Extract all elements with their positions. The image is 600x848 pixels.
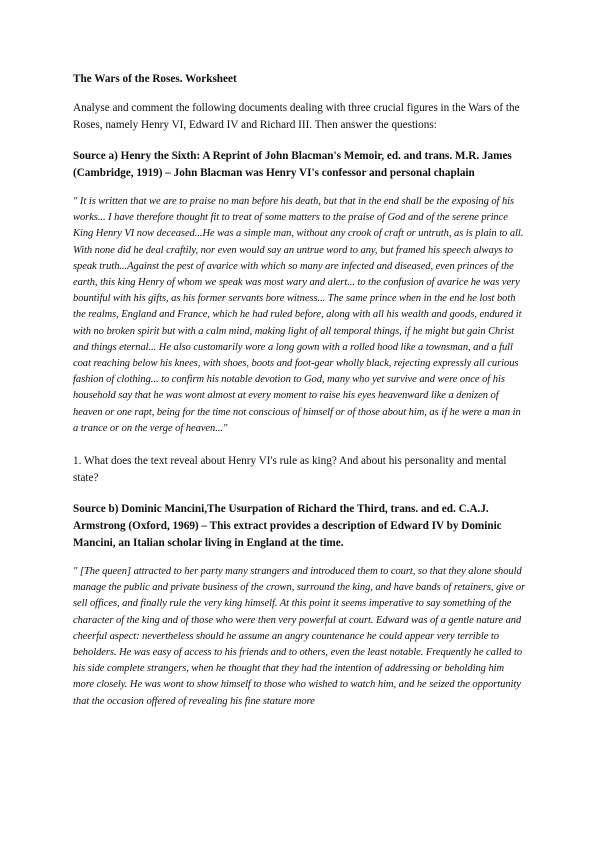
page-title: The Wars of the Roses. Worksheet <box>73 73 237 85</box>
intro-paragraph: Analyse and comment the following documents dealing with three crucial figures in the Wars of the Roses, namely Henry VI, Edward IV and Richard III. Then answer the questions: <box>73 102 520 131</box>
worksheet-page <box>73 72 527 726</box>
question-1: 1. What does the text reveal about Henry VI's rule as king? And about his personality and mental state? <box>73 455 507 485</box>
source-b-heading: Source b) Dominic Mancini,The Usurpation of Richard the Third, trans. and ed. C.A.J. Armstrong (Oxford, 1969) – This extract provides a description of Edward IV by Dominic Mancini, an Italian scholar living in England at the time. <box>73 503 502 550</box>
source-a-heading: Source a) Henry the Sixth: A Reprint of John Blacman's Memoir, ed. and trans. M.R. James (Cambridge, 1919) – John Blacman was Henry VI's confessor and personal chaplain <box>73 150 512 179</box>
source-a-quote: " It is written that we are to praise no man before his death, but that in the end shall be the exposing of his works... I have therefore thought fit to treat of some matters to the praise of God and of the serene prince King Henry VI now deceased...He was a simple man, without any crook of craft or untruth, as is plain to all. With none did he deal craftily, nor even would say an untrue word to any, but framed his speech always to speak truth...Against the pest of avarice with which so many are infected and diseased, even princes of the earth, this king Henry of whom we speak was most wary and alert... to the confusion of avarice he was very bountiful with his gifts, as his former servants bore witness... The same prince when in the end he lost both the realms, England and France, which he had ruled before, along with all his wealth and goods, endured it with no broken spirit but with a calm mind, making light of all temporal things, if he might but gain Christ and things eternal... He also customarily wore a long gown with a rolled hood like a townsman, and a full coat reaching below his knees, with shoes, boots and foot-gear wholly black, rejecting expressly all curious fashion of clothing... to confirm his notable devotion to God, many who yet survive and were once of his household say that he was wont almost at every moment to raise his eyes heavenward like a denizen of heaven or one rapt, being for the time not conscious of himself or of those about him, as if he were a man in a trance or on the verge of heaven..." <box>73 196 524 434</box>
source-b-quote: " [The queen] attracted to her party many strangers and introduced them to court, so that they alone should manage the public and private business of the crown, surround the king, and have bands of retainers, give or sell offices, and finally rule the very king himself. At this point it seems imperative to say something of the character of the king and of those who were then very powerful at court. Edward was of a gentle nature and cheerful aspect: nevertheless should he assume an angry countenance he could appear very terrible to beholders. He was easy of access to his friends and to others, even the least notable. Frequently he called to his side complete strangers, when he thought that they had the intention of addressing or beholding him more closely. He was wont to show himself to those who wished to watch him, and he seized the opportunity that the occasion offered of revealing his fine stature more <box>73 566 526 707</box>
